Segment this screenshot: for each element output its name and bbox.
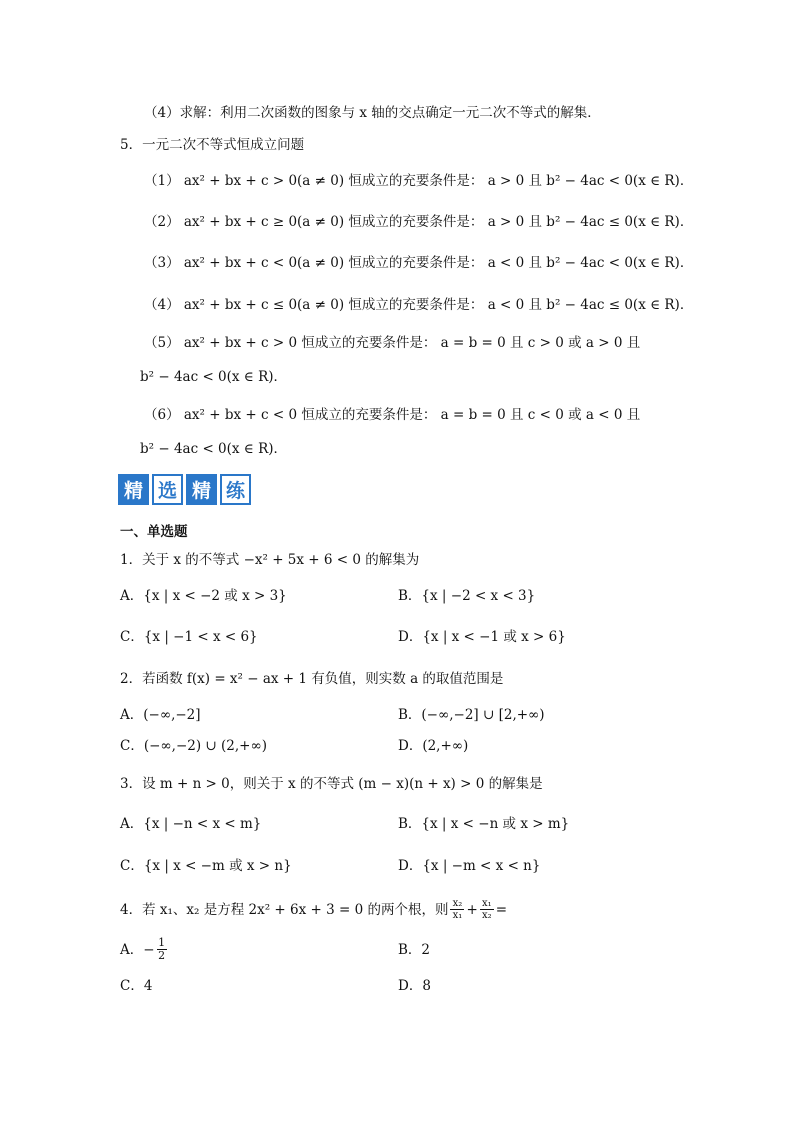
fraction-denominator: 2 <box>158 949 166 962</box>
question-2-option-d[interactable]: D．(2,+∞) <box>398 738 469 754</box>
question-3-option-a[interactable]: A．{x | −n < x < m} <box>120 816 262 832</box>
plus-sign: + <box>466 901 478 918</box>
fraction-numerator: 1 <box>158 936 166 949</box>
theory-condition-3: （3） ax² + bx + c < 0(a ≠ 0) 恒成立的充要条件是： a < 0 且 b² − 4ac < 0(x ∈ R)． <box>144 255 694 271</box>
question-3-stem: 3．设 m + n > 0，则关于 x 的不等式 (m − x)(n + x) > 0 的解集是 <box>120 776 543 792</box>
theory-condition-5-line2: b² − 4ac < 0(x ∈ R)． <box>140 369 288 385</box>
question-4-stem-text: 4．若 x₁、x₂ 是方程 2x² + 6x + 3 = 0 的两个根，则 <box>120 901 449 918</box>
question-1-option-b[interactable]: B．{x | −2 < x < 3} <box>398 588 536 604</box>
question-2-option-a[interactable]: A．(−∞,−2] <box>120 707 201 723</box>
equals-sign: = <box>495 901 508 918</box>
logo-char: 练 <box>220 474 251 505</box>
fraction-one-half <box>157 937 167 962</box>
question-1-option-d[interactable]: D．{x | x < −1 或 x > 6} <box>398 629 566 645</box>
fraction-x2-over-x1 <box>450 898 464 921</box>
option-a-prefix: A．− <box>120 941 155 958</box>
theory-condition-5-line1: （5） ax² + bx + c > 0 恒成立的充要条件是： a = b = 0 且 c > 0 或 a > 0 且 <box>144 335 641 351</box>
theory-condition-1: （1） ax² + bx + c > 0(a ≠ 0) 恒成立的充要条件是： a > 0 且 b² − 4ac < 0(x ∈ R)． <box>144 173 694 189</box>
question-4-option-a[interactable] <box>120 937 167 962</box>
question-3-option-b[interactable]: B．{x | x < −n 或 x > m} <box>398 816 570 832</box>
theory-step4: （4）求解：利用二次函数的图象与 x 轴的交点确定一元二次不等式的解集． <box>144 105 601 121</box>
question-1-option-c[interactable]: C．{x | −1 < x < 6} <box>120 629 258 645</box>
question-1-stem: 1．关于 x 的不等式 −x² + 5x + 6 < 0 的解集为 <box>120 552 420 568</box>
question-2-stem: 2．若函数 f(x) = x² − ax + 1 有负值，则实数 a 的取值范围是 <box>120 671 504 687</box>
question-4-option-c[interactable]: C．4 <box>120 978 153 994</box>
fraction-x1-over-x2 <box>480 898 494 921</box>
logo-char: 选 <box>152 474 183 505</box>
theory-condition-6-line1: （6） ax² + bx + c < 0 恒成立的充要条件是： a = b = 0 且 c < 0 或 a < 0 且 <box>144 407 641 423</box>
question-2-option-b[interactable]: B．(−∞,−2] ∪ [2,+∞) <box>398 707 545 723</box>
question-4-option-b[interactable]: B．2 <box>398 942 431 958</box>
question-4-stem <box>120 898 507 921</box>
theory-condition-6-line2: b² − 4ac < 0(x ∈ R)． <box>140 441 288 457</box>
question-2-option-c[interactable]: C．(−∞,−2) ∪ (2,+∞) <box>120 738 267 754</box>
question-1-option-a[interactable]: A．{x | x < −2 或 x > 3} <box>120 588 287 604</box>
logo-char: 精 <box>186 474 217 505</box>
section-title: 一、单选题 <box>120 524 188 540</box>
question-3-option-c[interactable]: C．{x | x < −m 或 x > n} <box>120 858 292 874</box>
fraction-denominator: x₂ <box>481 910 492 921</box>
fraction-numerator: x₂ <box>452 898 463 909</box>
fraction-denominator: x₁ <box>452 910 463 921</box>
jingxuan-jinglian-logo <box>118 474 251 505</box>
question-4-option-d[interactable]: D．8 <box>398 978 431 994</box>
logo-char: 精 <box>118 474 149 505</box>
theory-heading-5: 5．一元二次不等式恒成立问题 <box>120 137 305 153</box>
theory-condition-4: （4） ax² + bx + c ≤ 0(a ≠ 0) 恒成立的充要条件是： a < 0 且 b² − 4ac ≤ 0(x ∈ R)． <box>144 297 694 313</box>
question-3-option-d[interactable]: D．{x | −m < x < n} <box>398 858 541 874</box>
fraction-numerator: x₁ <box>481 898 492 909</box>
theory-condition-2: （2） ax² + bx + c ≥ 0(a ≠ 0) 恒成立的充要条件是： a > 0 且 b² − 4ac ≤ 0(x ∈ R)． <box>144 214 694 230</box>
